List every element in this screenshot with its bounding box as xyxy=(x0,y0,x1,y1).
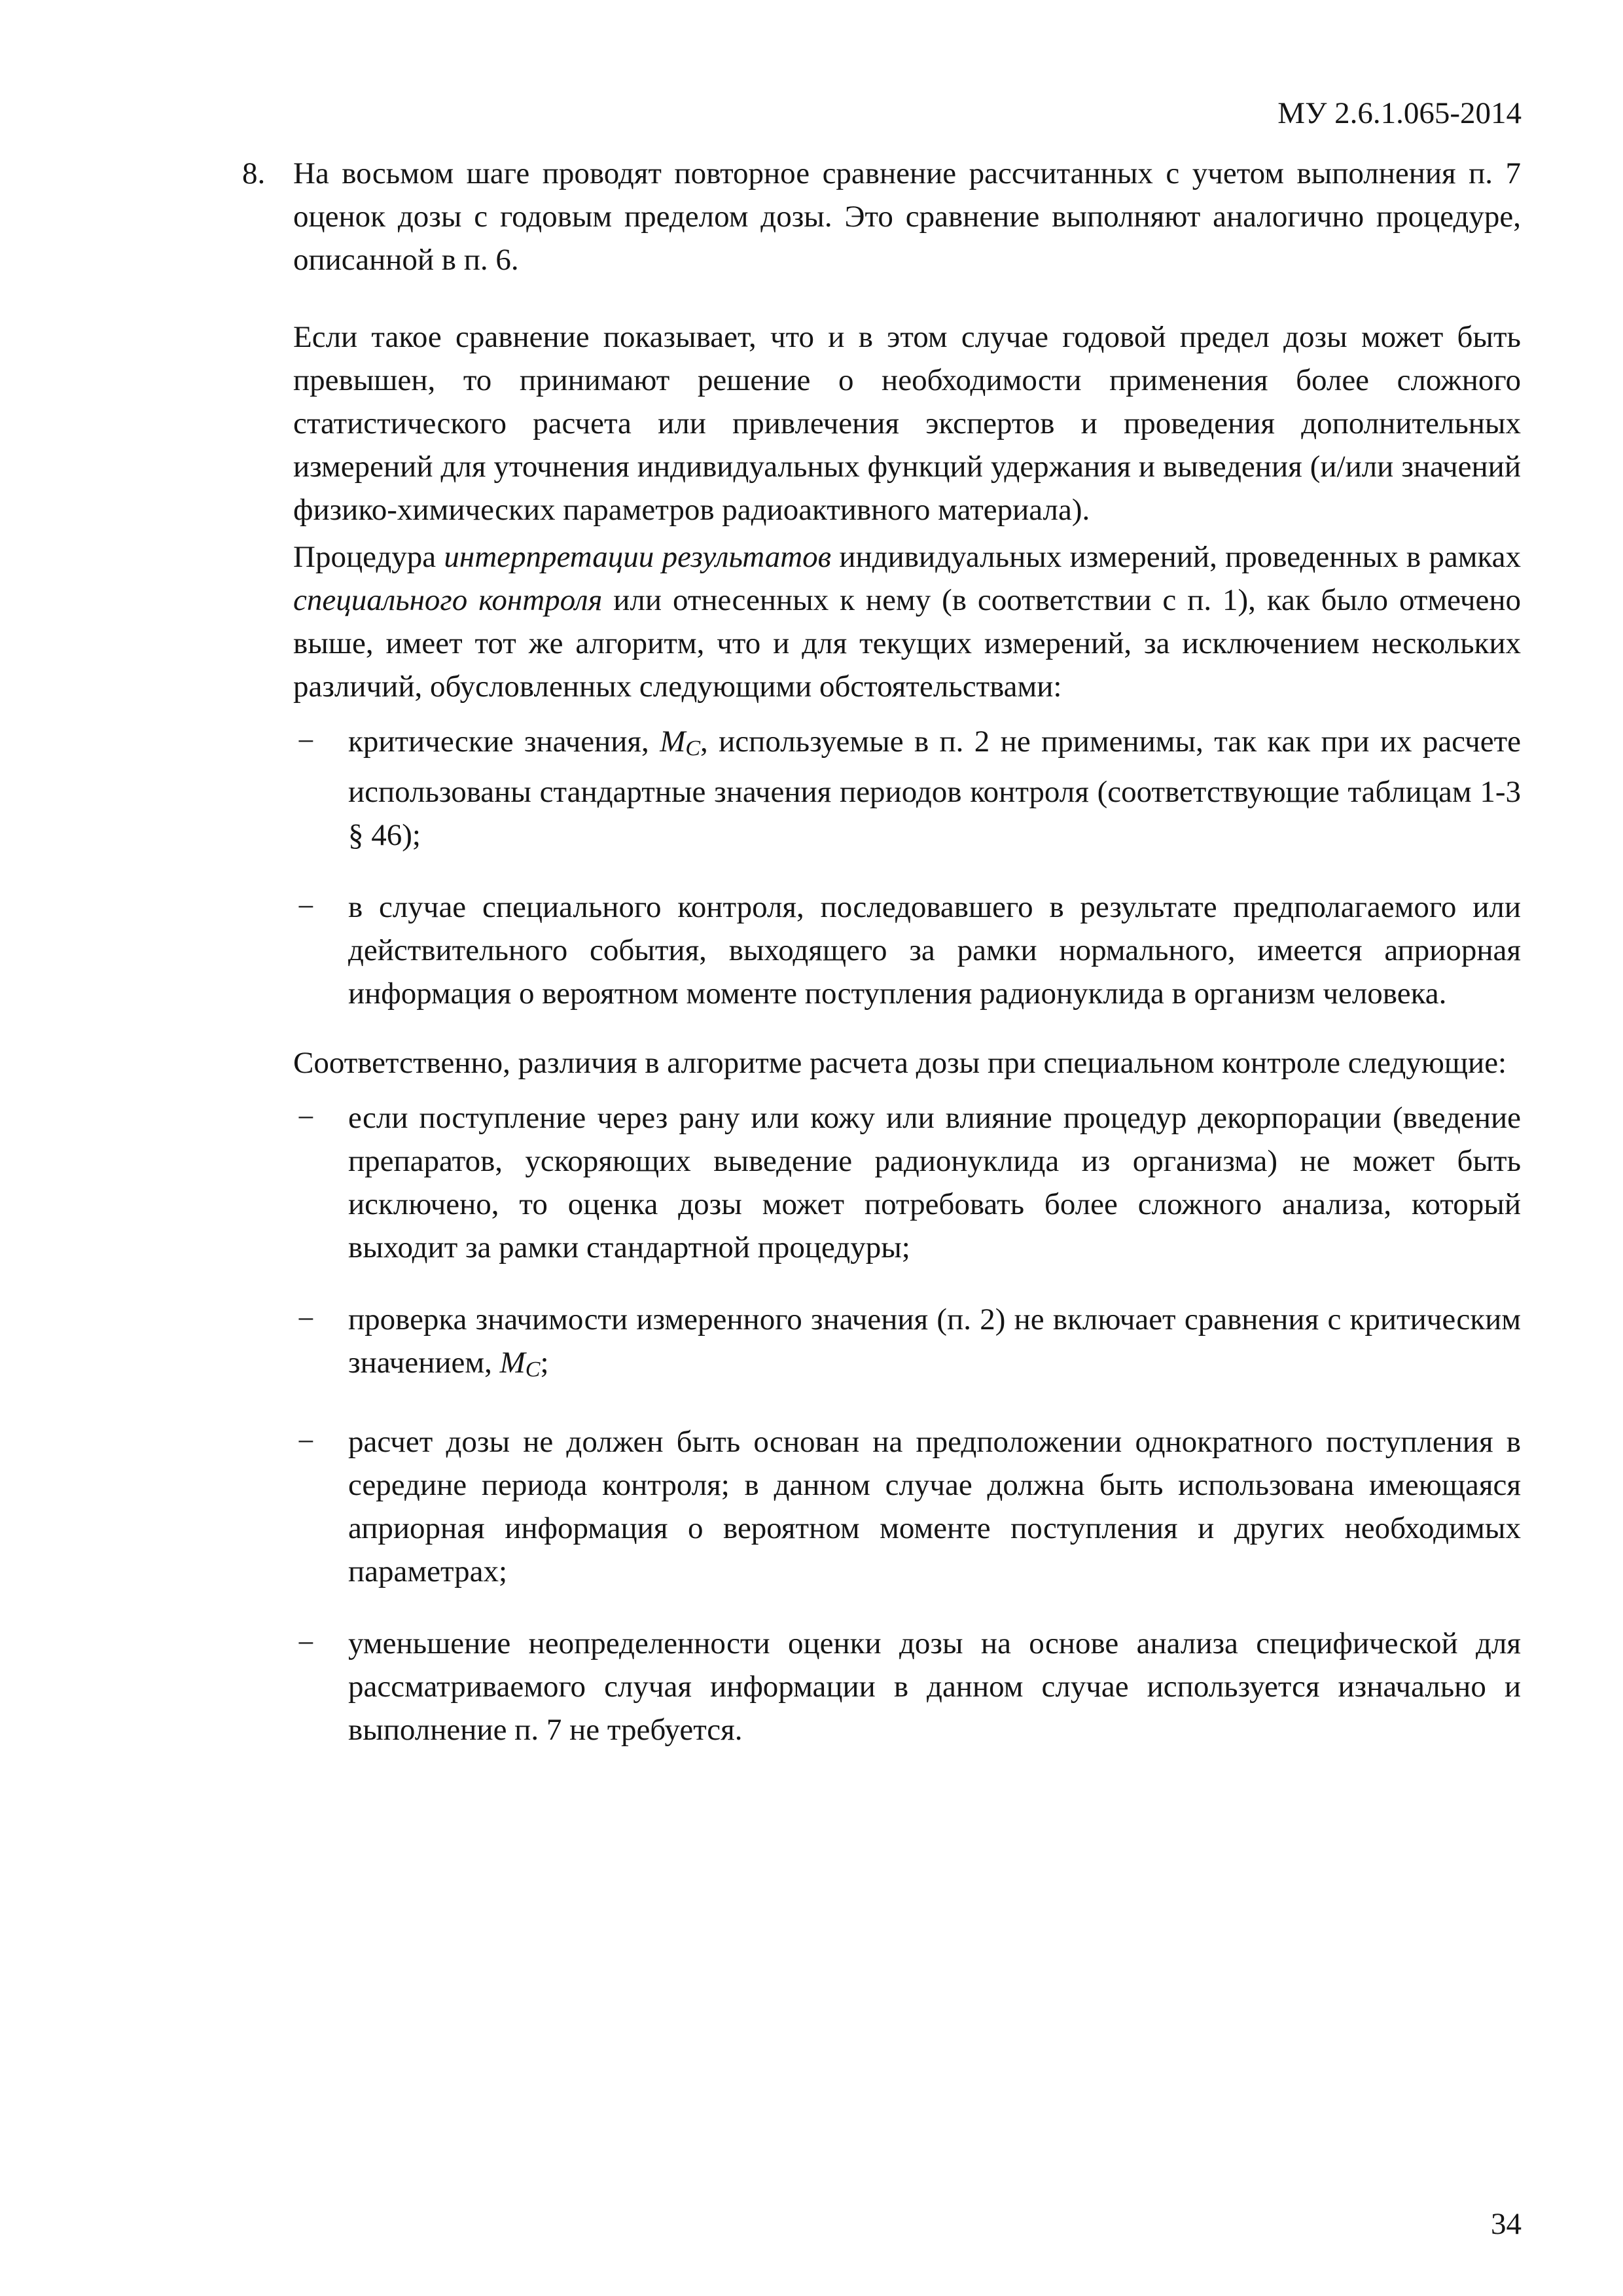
emphasis-interpretation: интерпретации результатов xyxy=(444,540,832,574)
list-item-text: если поступление через рану или кожу или влияние процедур декорпорации (введение препаратов, ускоряющих выведение радионуклида из организма) не может быть исключено, то оценка дозы может потребовать более сложного анализа, который выходит за рамки стандартной процедуры; xyxy=(348,1101,1521,1265)
paragraph-procedure: Процедура интерпретации результатов индивидуальных измерений, проведенных в рамках специального контроля или отнесенных к нему (в соответствии с п. 1), как было отмечено выше, имеет тот же алгоритм, что и для текущих измерений, за исключением нескольких различий, обусловленных следующими обстоятельствами: xyxy=(293,540,1522,704)
list-item xyxy=(297,1298,1521,1391)
step-8 xyxy=(243,152,1521,281)
paragraph-if-exceeded: Если такое сравнение показывает, что и в этом случае годовой предел дозы может быть превышен, то принимают решение о необходимости применения более сложного статистического расчета или привлечения экспертов и проведения дополнительных измерений для уточнения индивидуальных функций удержания и выведения (и/или значений физико-химических параметров радиоактивного материала). xyxy=(293,320,1521,527)
dash-bullet: − xyxy=(297,1302,315,1336)
list-item xyxy=(297,720,1521,857)
step-number: 8. xyxy=(242,156,266,190)
list-item-text: критические значения, MC, используемые в п. 2 не применимы, так как при их расчете использованы стандартные значения периодов контроля (соответствующие таблицам 1-3 § 46); xyxy=(348,725,1521,852)
step-8-text: На восьмом шаге проводят повторное сравнение рассчитанных с учетом выполнения п. 7 оценок дозы с годовым пределом дозы. Это сравнение выполняют аналогично процедуре, описанной в п. 6. xyxy=(293,156,1521,277)
page-number: 34 xyxy=(1491,2207,1522,2241)
circumstances-list xyxy=(243,720,1521,1015)
list-item-text: расчет дозы не должен быть основан на предположении однократного поступления в середине периода контроля; в данном случае должна быть использована имеющаяся априорная информация о вероятном моменте поступления и других необходимых параметрах; xyxy=(348,1425,1521,1588)
list-item-text: проверка значимости измеренного значения (п. 2) не включает сравнения с критическим значением, MC; xyxy=(348,1302,1521,1382)
list-item xyxy=(297,1420,1521,1593)
dash-bullet: − xyxy=(297,725,315,759)
list-item xyxy=(297,1622,1521,1751)
dash-bullet: − xyxy=(297,1626,315,1660)
document-body xyxy=(243,152,1521,1751)
dash-bullet: − xyxy=(297,890,315,924)
document-code: МУ 2.6.1.065-2014 xyxy=(1277,96,1522,130)
list-item xyxy=(297,886,1521,1015)
dash-bullet: − xyxy=(297,1101,315,1135)
list-item-text: в случае специального контроля, последовавшего в результате предполагаемого или действительного события, выходящего за рамки нормального, имеется априорная информация о вероятном моменте поступления радионуклида в организм человека. xyxy=(348,890,1521,1011)
paragraph-differences: Соответственно, различия в алгоритме расчета дозы при специальном контроле следующие: xyxy=(293,1046,1507,1080)
dash-bullet: − xyxy=(297,1425,315,1459)
differences-list xyxy=(243,1096,1521,1751)
list-item xyxy=(297,1096,1521,1269)
list-item-text: уменьшение неопределенности оценки дозы на основе анализа специфической для рассматриваемого случая информации в данном случае используется изначально и выполнение п. 7 не требуется. xyxy=(348,1626,1521,1747)
emphasis-special-control: специального контроля xyxy=(293,583,603,617)
